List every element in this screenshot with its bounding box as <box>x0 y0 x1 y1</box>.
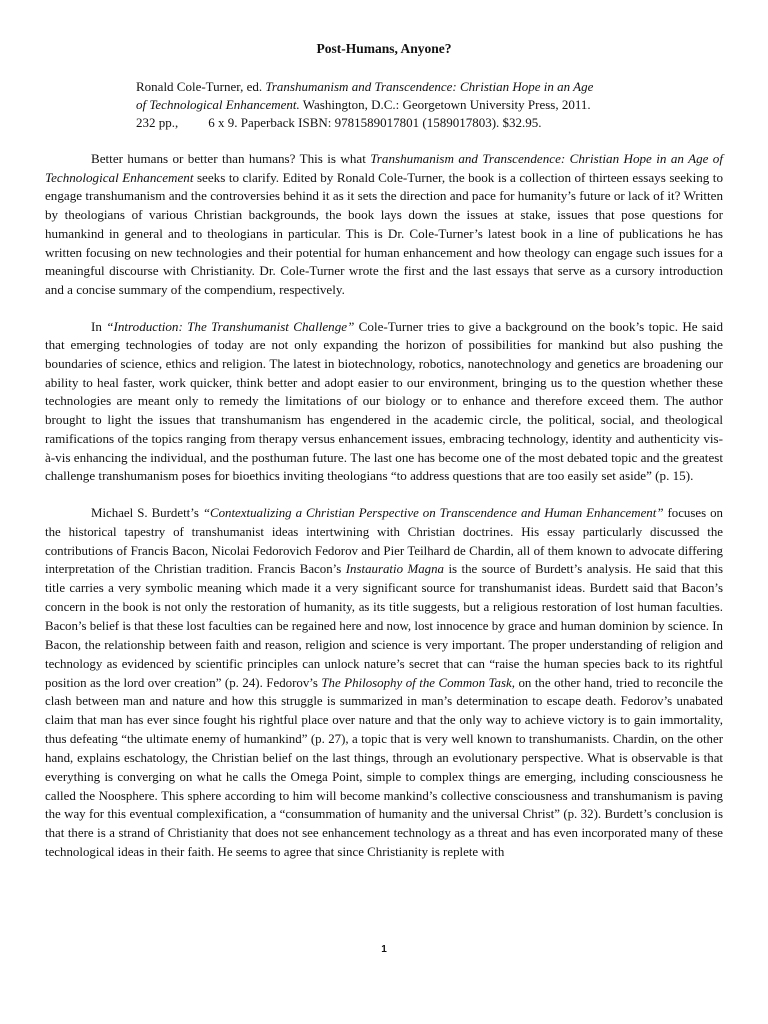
paragraph-introduction-essay <box>45 318 723 486</box>
document-title: Post-Humans, Anyone? <box>316 41 452 56</box>
citation-book-title-part-2: of Technological Enhancement. <box>136 97 300 112</box>
paragraph-text: In <box>91 318 107 334</box>
citation-pages: 232 pp., <box>136 115 179 130</box>
paragraph-intro <box>45 150 723 300</box>
citation-editor: Ronald Cole-Turner, ed. <box>136 79 266 94</box>
book-title-reference: Transhumanism and Transcendence: Christian Hope in an Age of Technological Enhancement <box>45 151 723 185</box>
paragraph-text: Cole-Turner tries to give a background on the book’s topic. He said that emerging technologies of today are not only expanding the horizon of possibilities for mankind but also pushing the boundaries of science, ethics and religion. The latest in biotechnology, robotics, nanotechnology and genetics are broadening our ability to heal faster, work quicker, think better and adopt easier to our environment, bringing us to the question whether these technologies are meant only to remedy the limitations of our biology or to enhance and therefore exceed them. The author brought to light the issues that transhumanism has engendered in the academic circle, the political, social, and theological ramifications of the topics ranging from therapy versus enhancement issues, embracing technology, identity and authenticity vis-à-vis enhancing the individual, and the posthuman future. The last one has become one of the most debated topic and the greatest challenge transhumanism poses for bioethics inviting theologians “to address questions that are too easily set aside” (p. 15). <box>45 318 723 484</box>
paragraph-text: focuses on the historical tapestry of transhumanist ideas intertwining with Christian doctrines. His essay particularly discussed the contributions of Francis Bacon, Nicolai Fedorovich Fedorov and Pier Teilhard de Chardin, all of them known to advocate differing interpretation of the Christian tradition. Francis Bacon’s <box>45 505 723 577</box>
citation-line-2 <box>136 96 723 114</box>
page-number: 1 <box>381 944 387 955</box>
paragraph-text: seeks to clarify. Edited by Ronald Cole-Turner, the book is a collection of thirteen essays seeking to engage transhumanism and the controversies behind it as it sets the direction and pace for humanity’s future or lack of it? Written by theologians of various Christian backgrounds, the book lays down the issues at stake, issues that pose questions for humankind in general and to theologians in particular. This is Dr. Cole-Turner’s latest book in a line of publications he has written focusing on new technologies and their potential for human enhancement and how theology can engage such issues for a meaningful discourse with Christianity. Dr. Cole-Turner wrote the first and the last essays that serve as a cursory introduction and a concise summary of the compendium, respectively. <box>45 169 723 297</box>
paragraph-text: is the source of Burdett’s analysis. He said that this title carries a very symbolic meaning which made it a very significant source for transhumanist ideas. Burdett said that Bacon’s concern in the book is not only the restoration of humanity, as its title suggests, but a religious restoration of lost human faculties. Bacon’s belief is that these lost faculties can be regained here and now, lost innocence by grace and human dominion by science. In Bacon, the relationship between faith and reason, religion and science is very important. The proper understanding of religion and technology as evidenced by scientific principles can unlock nature’s secret that can “raise the human species back to its rightful position as the lord over creation” (p. 24). Fedorov’s <box>45 562 724 690</box>
essay-title-reference: “Contextualizing a Christian Perspective on Transcendence and Human Enhancement” <box>202 505 664 520</box>
paragraph-text: Michael S. Burdett’s <box>91 505 203 520</box>
citation-book-title-part-1: Transhumanism and Transcendence: Christian Hope in an Age <box>265 79 594 94</box>
book-citation <box>136 78 723 132</box>
paragraph-text: Better humans or better than humans? This is what <box>91 151 371 166</box>
work-title-reference: Instauratio Magna <box>345 562 445 577</box>
citation-details: 6 x 9. Paperback ISBN: 9781589017801 (1589017803). $32.95. <box>208 115 542 130</box>
citation-line-3 <box>136 114 723 132</box>
paragraph-burdett-essay <box>45 504 723 862</box>
citation-publisher: Washington, D.C.: Georgetown University Press, 2011. <box>299 97 591 112</box>
paragraph-text: on the other hand, tried to reconcile the clash between man and nature and how this struggle is summarized in man’s determination to escape death. Fedorov’s unabated claim that man has ever since fought his rightful place over nature and that the only way to achieve victory is to gain immortality, thus defeating “the ultimate enemy of humankind” (p. 27), a topic that is very well known to transhumanists. Chardin, on the other hand, explains eschatology, the Christian belief on the last things, through an evolutionary perspective. What is observable is that everything is converging on what he calls the Omega Point, simple to complex things are emerging, including consciousness he called the Noosphere. This sphere according to him will become mankind’s collective consciousness and transhumanism is paving the way for this eventual complexification, a “consummation of humanity and the universal Christ” (p. 32). Burdett’s conclusion is that there is a strand of Christianity that does not see enhancement technology as a threat and has even incorporated many of these technological ideas in their faith. He seems to agree that since Christianity is replete with <box>45 675 723 860</box>
work-title-reference: The Philosophy of the Common Task, <box>321 675 515 690</box>
document-page <box>45 40 723 862</box>
essay-title-reference: “Introduction: The Transhumanist Challenge” <box>106 318 355 334</box>
citation-line-1 <box>136 78 723 96</box>
